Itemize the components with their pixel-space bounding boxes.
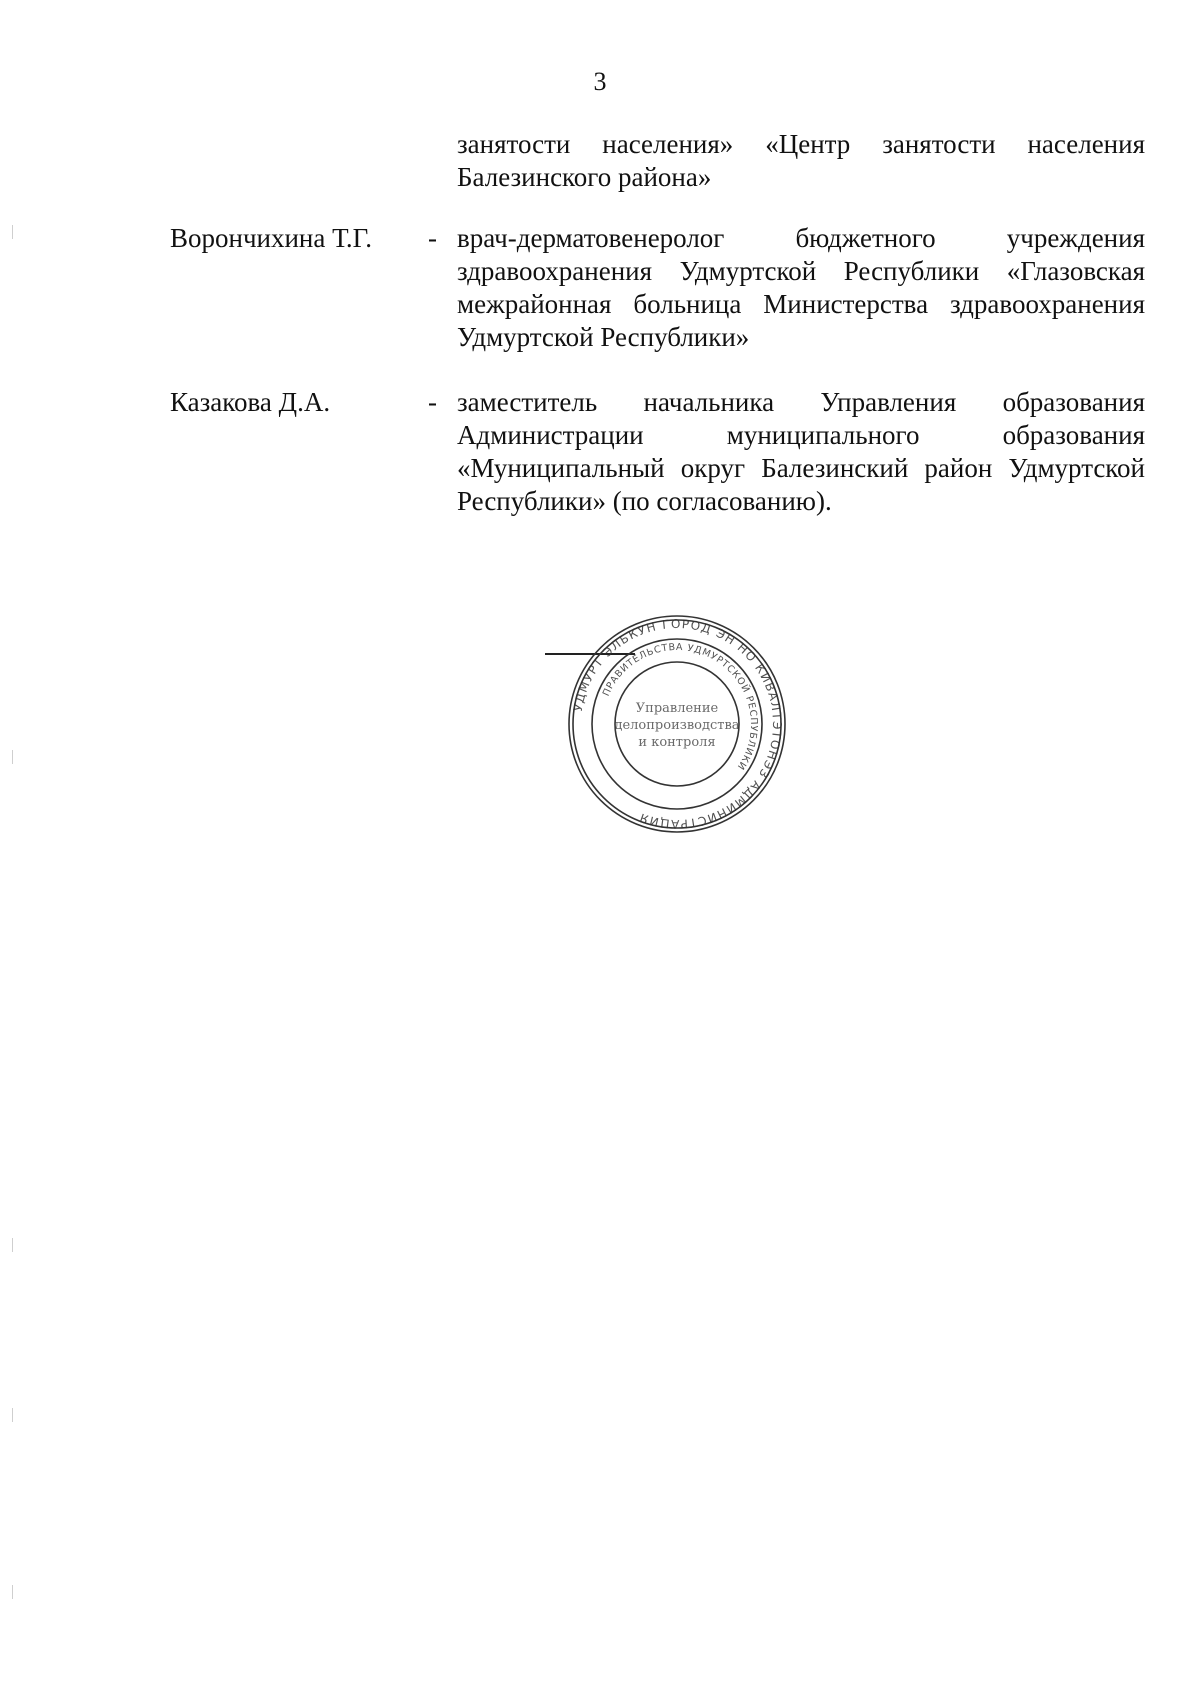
seal-center-line: и контроля	[638, 735, 716, 750]
seal-center-line: Управление	[635, 701, 719, 716]
entry-description: заместитель начальника Управления образования Администрации муниципального образования «Муниципальный округ Балезинский район Удмуртской Республики» (по согласованию).	[457, 387, 1145, 516]
seal-inner-text: ПРАВИТЕЛЬСТВА УДМУРТСКОЙ РЕСПУБЛИКИ	[600, 641, 760, 773]
seal-outer-text: УДМУРТ ЭЛЬКУН ГОРОД ЭН НО КИВАЛТЭТОНЭЗ АДМИНИСТРАЦИЯ	[570, 616, 785, 832]
entry-description: занятости населения» «Центр занятости населения Балезинского района»	[457, 129, 1145, 192]
entry-name: Ворончихина Т.Г.	[170, 223, 372, 253]
entry-dash: -	[428, 387, 437, 417]
official-seal	[565, 612, 789, 836]
scan-margin-mark	[12, 225, 13, 239]
scan-margin-mark	[12, 750, 13, 764]
entry-description: врач-дерматовенеролог бюджетного учреждения здравоохранения Удмуртской Республики «Глазовская межрайонная больница Министерства здравоохранения Удмуртской Республики»	[457, 223, 1145, 352]
page-number: 3	[593, 67, 607, 96]
scan-margin-mark	[12, 1238, 13, 1252]
entry-dash: -	[428, 223, 437, 253]
scan-margin-mark	[12, 1408, 13, 1422]
entry-name: Казакова Д.А.	[170, 387, 331, 417]
seal-center-line: делопроизводства	[614, 718, 740, 733]
scan-margin-mark	[12, 1585, 13, 1599]
